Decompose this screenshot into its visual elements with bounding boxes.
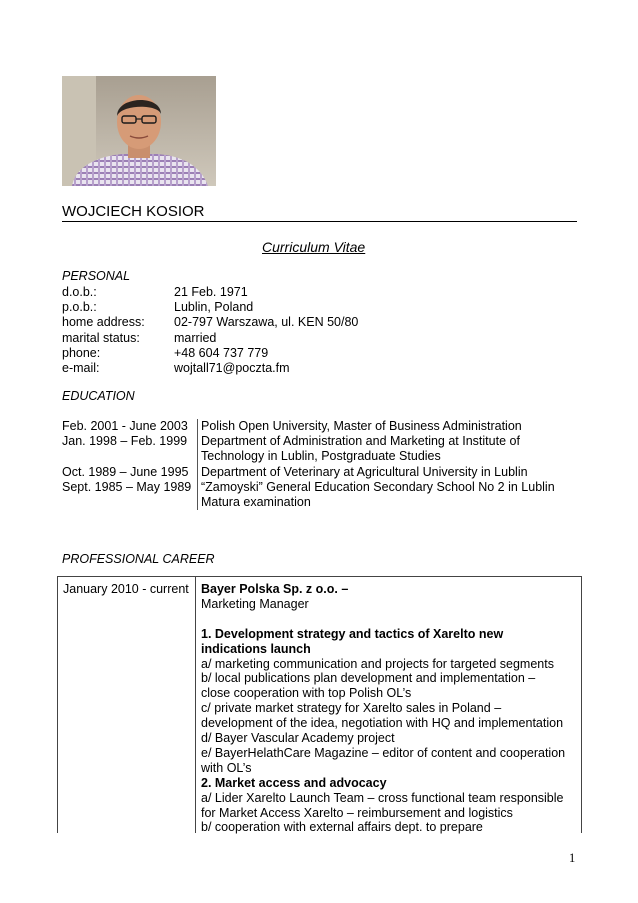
page-number: 1 [569,851,576,865]
education-date: Sept. 1985 – May 1989 [62,479,192,494]
education-info: “Zamoyski” General Education Secondary School No 2 in Lublin Matura examination [197,480,582,510]
career-date: January 2010 - current [58,577,196,833]
personal-label: e-mail: [62,360,100,375]
career-line: close cooperation with top Polish OL’s [201,686,412,701]
career-position: Marketing Manager [201,596,309,611]
career-line: for Market Access Xarelto – reimbursement and logistics [201,805,513,820]
career-line: c/ private market strategy for Xarelto sales in Poland – [201,701,502,716]
education-row [62,465,582,480]
personal-row [62,300,582,315]
career-line [201,612,579,627]
personal-label: marital status: [62,330,140,345]
career-company: Bayer Polska Sp. z o.o. – [201,582,349,596]
career-line: development of the idea, negotiation with HQ and implementation [201,716,564,731]
education-info: Department of Administration and Marketing at Institute of Technology in Lublin, Postgraduate Studies [197,434,582,464]
personal-label: p.o.b.: [62,300,97,315]
career-line: b/ cooperation with external affairs dept. to prepare [201,820,483,835]
name-divider [62,221,577,222]
personal-label: home address: [62,315,145,330]
career-line: a/ marketing communication and projects for targeted segments [201,656,554,671]
career-line: with OL’s [201,760,252,775]
career-line: 1. Development strategy and tactics of Xarelto new [201,626,504,641]
education-info: Department of Veterinary at Agricultural University in Lublin [197,465,582,480]
career-line: indications launch [201,641,311,656]
education-row [62,419,582,434]
personal-heading: PERSONAL [62,269,131,283]
candidate-name: WOJCIECH KOSIOR [62,203,205,220]
personal-row [62,315,582,330]
education-row [62,434,582,464]
education-heading: EDUCATION [62,389,135,403]
profile-photo-image [62,76,216,186]
career-heading: PROFESSIONAL CAREER [62,552,215,566]
personal-value: +48 604 737 779 [174,345,269,360]
personal-label: phone: [62,345,101,360]
personal-row [62,346,582,361]
education-row [62,480,582,510]
personal-row [62,331,582,346]
education-date: Jan. 1998 – Feb. 1999 [62,434,188,449]
career-description [201,582,579,835]
career-line: d/ Bayer Vascular Academy project [201,731,395,746]
personal-value: Lublin, Poland [174,300,254,315]
career-table [57,576,582,833]
career-line: b/ local publications plan development and implementation – [201,671,536,686]
personal-row [62,285,582,300]
education-date: Feb. 2001 - June 2003 [62,419,188,433]
personal-value: 02-797 Warszawa, ul. KEN 50/80 [174,315,359,330]
career-line: a/ Lider Xarelto Launch Team – cross functional team responsible [201,790,564,805]
personal-value: wojtall71@poczta.fm [174,360,290,375]
profile-photo [62,76,216,186]
personal-label: d.o.b.: [62,285,97,299]
career-line: 2. Market access and advocacy [201,775,387,790]
personal-value: married [174,330,217,345]
cv-title: Curriculum Vitae [262,239,366,255]
education-info: Polish Open University, Master of Business Administration [197,419,582,434]
education-date: Oct. 1989 – June 1995 [62,464,189,479]
personal-details [62,285,582,376]
personal-row [62,361,582,376]
personal-value: 21 Feb. 1971 [174,285,248,299]
career-line: e/ BayerHelathCare Magazine – editor of content and cooperation [201,745,566,760]
education-table [62,419,582,510]
